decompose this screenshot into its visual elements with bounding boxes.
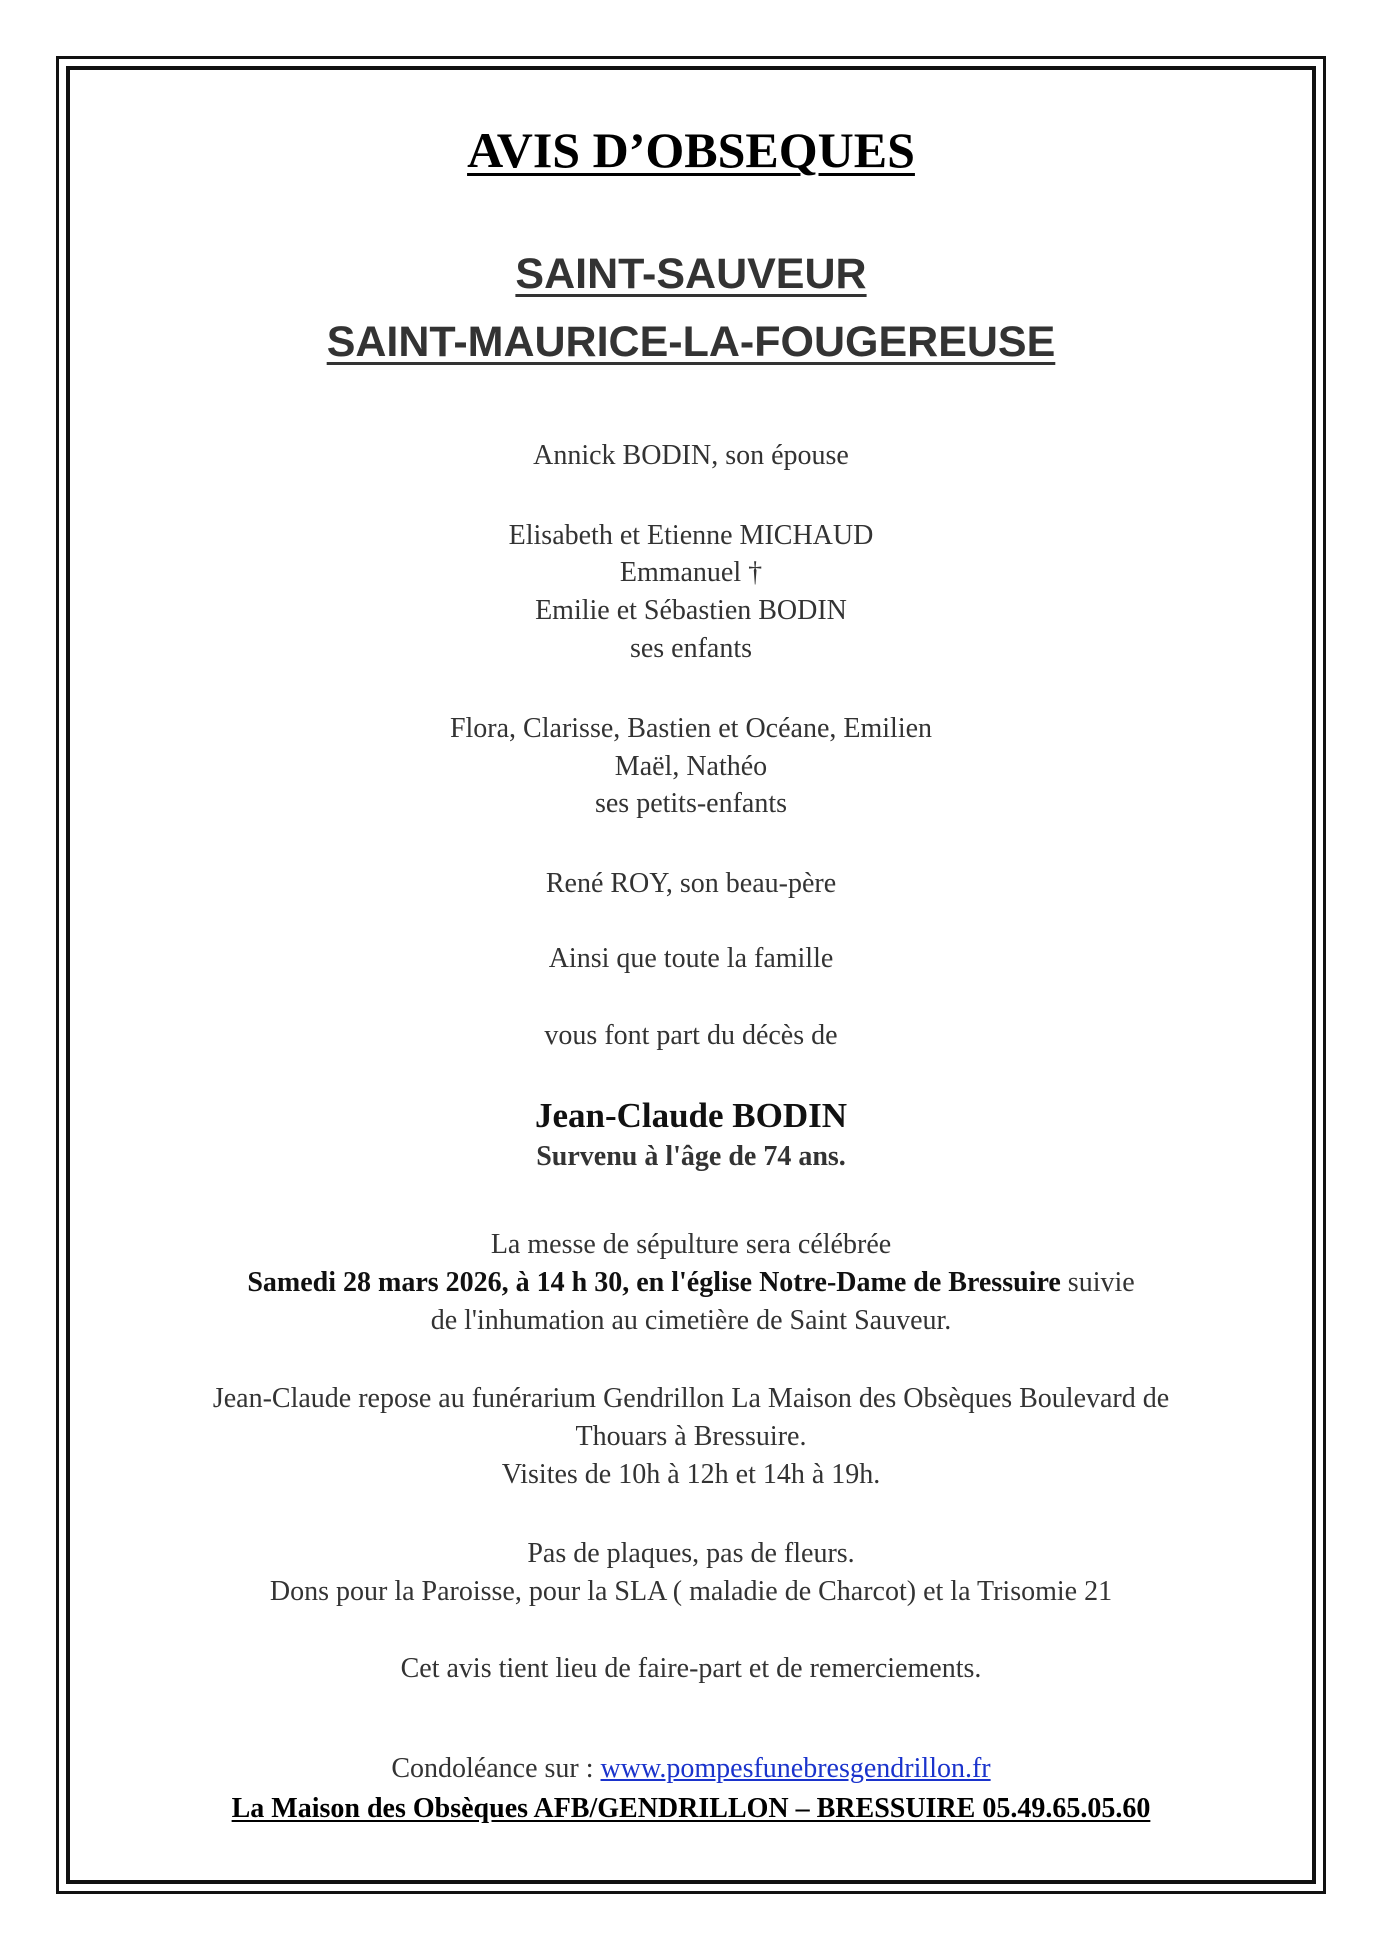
- child-1: Elisabeth et Etienne MICHAUD: [508, 520, 874, 551]
- funeral-home-footer: La Maison des Obsèques AFB/GENDRILLON – BRESSUIRE 05.49.65.05.60: [231, 1793, 1151, 1824]
- age-line: Survenu à l'âge de 74 ans.: [536, 1141, 846, 1172]
- spouse-line: Annick BODIN, son épouse: [533, 440, 849, 471]
- mass-date-line: [80, 1264, 1302, 1302]
- deceased-name: Jean-Claude BODIN: [534, 1096, 848, 1135]
- father-in-law-line: René ROY, son beau-père: [545, 868, 837, 899]
- grandchildren-1: Flora, Clarisse, Bastien et Océane, Emilien: [449, 713, 933, 744]
- place-saint-maurice: SAINT-MAURICE-LA-FOUGEREUSE: [326, 318, 1056, 366]
- family-line: Ainsi que toute la famille: [548, 943, 834, 974]
- place-saint-sauveur: SAINT-SAUVEUR: [515, 250, 867, 298]
- acknowledgement-line: Cet avis tient lieu de faire-part et de remerciements.: [400, 1653, 982, 1684]
- children-label: ses enfants: [629, 633, 753, 664]
- mass-burial: de l'inhumation au cimetière de Saint Sauveur.: [430, 1305, 952, 1336]
- notice-body: [80, 80, 1302, 1870]
- condolence-line: [80, 1750, 1302, 1788]
- flowers-line-1: Pas de plaques, pas de fleurs.: [527, 1538, 855, 1569]
- grandchildren-label: ses petits-enfants: [594, 788, 788, 819]
- rest-line-2: Thouars à Bressuire.: [575, 1421, 807, 1452]
- mass-intro: La messe de sépulture sera célébrée: [490, 1229, 892, 1260]
- rest-line-1: Jean-Claude repose au funérarium Gendrillon La Maison des Obsèques Boulevard de: [212, 1383, 1170, 1414]
- child-3: Emilie et Sébastien BODIN: [535, 595, 847, 626]
- grandchildren-2: Maël, Nathéo: [614, 751, 768, 782]
- condolence-website-link[interactable]: www.pompesfunebresgendrillon.fr: [600, 1753, 991, 1784]
- announce-line: vous font part du décès de: [544, 1020, 838, 1051]
- flowers-line-2: Dons pour la Paroisse, pour la SLA ( maladie de Charcot) et la Trisomie 21: [269, 1576, 1113, 1607]
- mass-date-place: Samedi 28 mars 2026, à 14 h 30, en l'église Notre-Dame de Bressuire: [247, 1267, 1061, 1298]
- child-2: Emmanuel †: [619, 557, 763, 588]
- condolence-label: Condoléance sur :: [391, 1753, 601, 1784]
- notice-title: AVIS D’OBSEQUES: [467, 122, 915, 178]
- mass-follow: suivie: [1060, 1267, 1135, 1298]
- visits-line: Visites de 10h à 12h et 14h à 19h.: [501, 1459, 881, 1490]
